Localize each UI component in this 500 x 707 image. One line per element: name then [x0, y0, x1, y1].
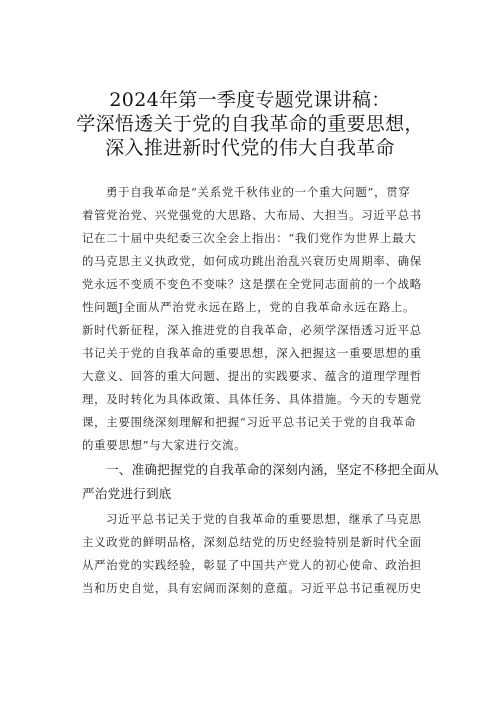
intro-line: 的重要思想”与大家进行交流。 — [82, 438, 247, 452]
intro-line: 勇于自我革命是“关系党千秋伟业的一个重大问题”，贯穿 — [106, 185, 411, 199]
section-heading-line-2: 严治党进行到底 — [82, 486, 172, 501]
section-para-line: 从严治党的实践经验，彰显了中国共产党人的初心使命、政治担 — [82, 558, 422, 572]
intro-line: 理，及时转化为具体政策、具体任务、具体措施。今天的专题党 — [82, 392, 422, 406]
intro-line: 性问题J全面从严治党永远在路上，党的自我革命永远在路上。 — [82, 300, 416, 314]
title-line-1: 2024年第一季度专题党课讲稿： — [109, 89, 391, 111]
intro-line: 书记关于党的自我革命的重要思想，深入把握这一重要思想的重 — [82, 346, 422, 360]
title-line-3: 深入推进新时代党的伟大自我革命 — [105, 137, 395, 159]
intro-line: 的马克思主义执政党，如何成功跳出治乱兴衰历史周期率、确保 — [82, 254, 422, 268]
section-heading-line-1: 一、准确把握党的自我革命的深刻内涵，坚定不移把全面从 — [106, 462, 439, 477]
intro-line: 新时代新征程，深入推进党的自我革命，必须学深悟透习近平总 — [82, 323, 422, 337]
intro-line: 课，主要围绕深刻理解和把握“习近平总书记关于党的自我革命 — [82, 415, 417, 429]
intro-line: 着管党治党、兴党强党的大思路、大布局、大担当。习近平总书 — [82, 208, 422, 222]
section-para-line: 主义政党的鲜明品格，深刻总结党的历史经验特别是新时代全面 — [82, 535, 422, 549]
section-para-line: 当和历史自觉，具有宏阔而深刻的意蕴。习近平总书记重视历史 — [82, 581, 422, 595]
intro-line: 记在二十届中央纪委三次全会上指出：“我们党作为世界上最大 — [82, 231, 417, 245]
intro-line: 大意义、回答的重大问题、提出的实践要求、蕴含的道理学理哲 — [82, 369, 422, 383]
intro-line: 党永远不变质不变色不变味？这是摆在全党同志面前的一个战略 — [82, 277, 422, 291]
section-para-line: 习近平总书记关于党的自我革命的重要思想，继承了马克思 — [106, 512, 422, 526]
title-line-2: 学深悟透关于党的自我革命的重要思想， — [76, 113, 424, 135]
